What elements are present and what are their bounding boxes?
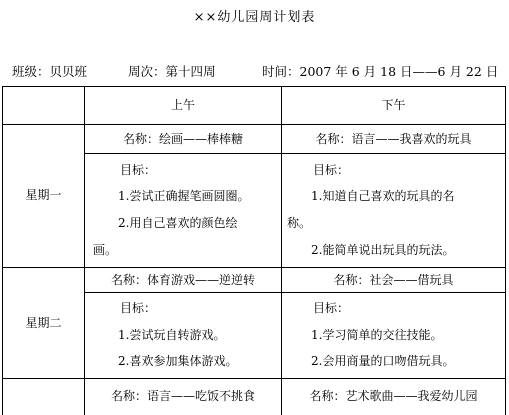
date-range-label: 时间：2007 年 6 月 18 日——6 月 22 日 — [262, 64, 499, 79]
tuesday-am-goal-label: 目标： — [120, 301, 157, 315]
monday-am-goal-2: 2.用自己喜欢的颜色绘 — [118, 216, 238, 230]
tuesday-pm-goal-2: 2.会用商量的口吻借玩具。 — [311, 354, 455, 368]
week-label: 周次：第十四周 — [128, 64, 216, 79]
monday-am-name: 名称：绘画——棒棒糖 — [122, 132, 243, 146]
row-line-mon-bottom — [2, 267, 506, 268]
tuesday-pm-goal-label: 目标： — [313, 301, 350, 315]
wednesday-pm-name: 名称：艺术歌曲——我爱幼儿园 — [309, 389, 478, 403]
row-line-tue-bottom — [2, 378, 506, 379]
monday-am-goal-2-cont: 画。 — [93, 243, 118, 257]
tuesday-am-name: 名称：体育游戏——逆逆转 — [110, 273, 255, 287]
row-line-mon-name — [84, 153, 506, 154]
monday-am-goal-label: 目标： — [120, 163, 157, 177]
row-line-header-bottom — [2, 124, 506, 125]
monday-pm-goal-label: 目标： — [313, 163, 350, 177]
tuesday-am-goal-2: 2.喜欢参加集体游戏。 — [118, 354, 238, 368]
col-line-left — [2, 86, 3, 415]
monday-pm-goal-1: 1.知道自己喜欢的玩具的名 — [311, 189, 455, 203]
monday-pm-goal-2: 2.能简单说出玩具的玩法。 — [311, 243, 455, 257]
header-morning: 上午 — [170, 98, 195, 112]
row-line-top — [2, 86, 506, 87]
day-monday: 星期一 — [25, 188, 62, 202]
day-tuesday: 星期二 — [25, 316, 62, 330]
monday-pm-goal-1-cont: 称。 — [287, 216, 312, 230]
tuesday-am-goal-1: 1.尝试玩自转游戏。 — [118, 328, 226, 342]
document-title: ××幼儿园周计划表 — [193, 10, 316, 25]
tuesday-pm-goal-1: 1.学习简单的交往技能。 — [311, 328, 443, 342]
tuesday-pm-name: 名称：社会——借玩具 — [333, 273, 454, 287]
row-line-tue-name — [84, 292, 506, 293]
col-line-right — [505, 86, 506, 415]
header-afternoon: 下午 — [381, 98, 406, 112]
monday-pm-name: 名称：语言——我喜欢的玩具 — [315, 132, 472, 146]
class-label: 班级：贝贝班 — [12, 64, 88, 79]
monday-am-goal-1: 1.尝试正确握笔画圆圈。 — [118, 189, 250, 203]
wednesday-am-name: 名称：语言——吃饭不挑食 — [110, 389, 255, 403]
